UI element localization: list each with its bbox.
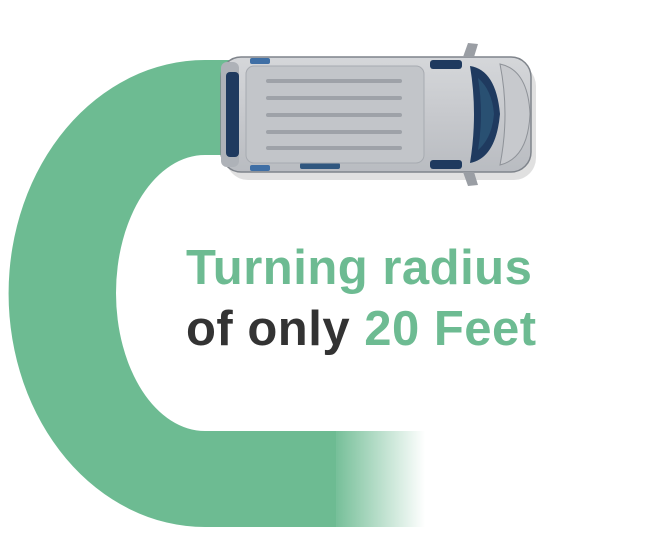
van-top-view-icon (221, 43, 536, 186)
headline-value: 20 Feet (364, 302, 537, 356)
headline-line-1: Turning radius (186, 241, 533, 295)
headline (186, 238, 626, 360)
headline-prefix: of only (186, 302, 351, 356)
headline-line-2 (186, 299, 626, 360)
